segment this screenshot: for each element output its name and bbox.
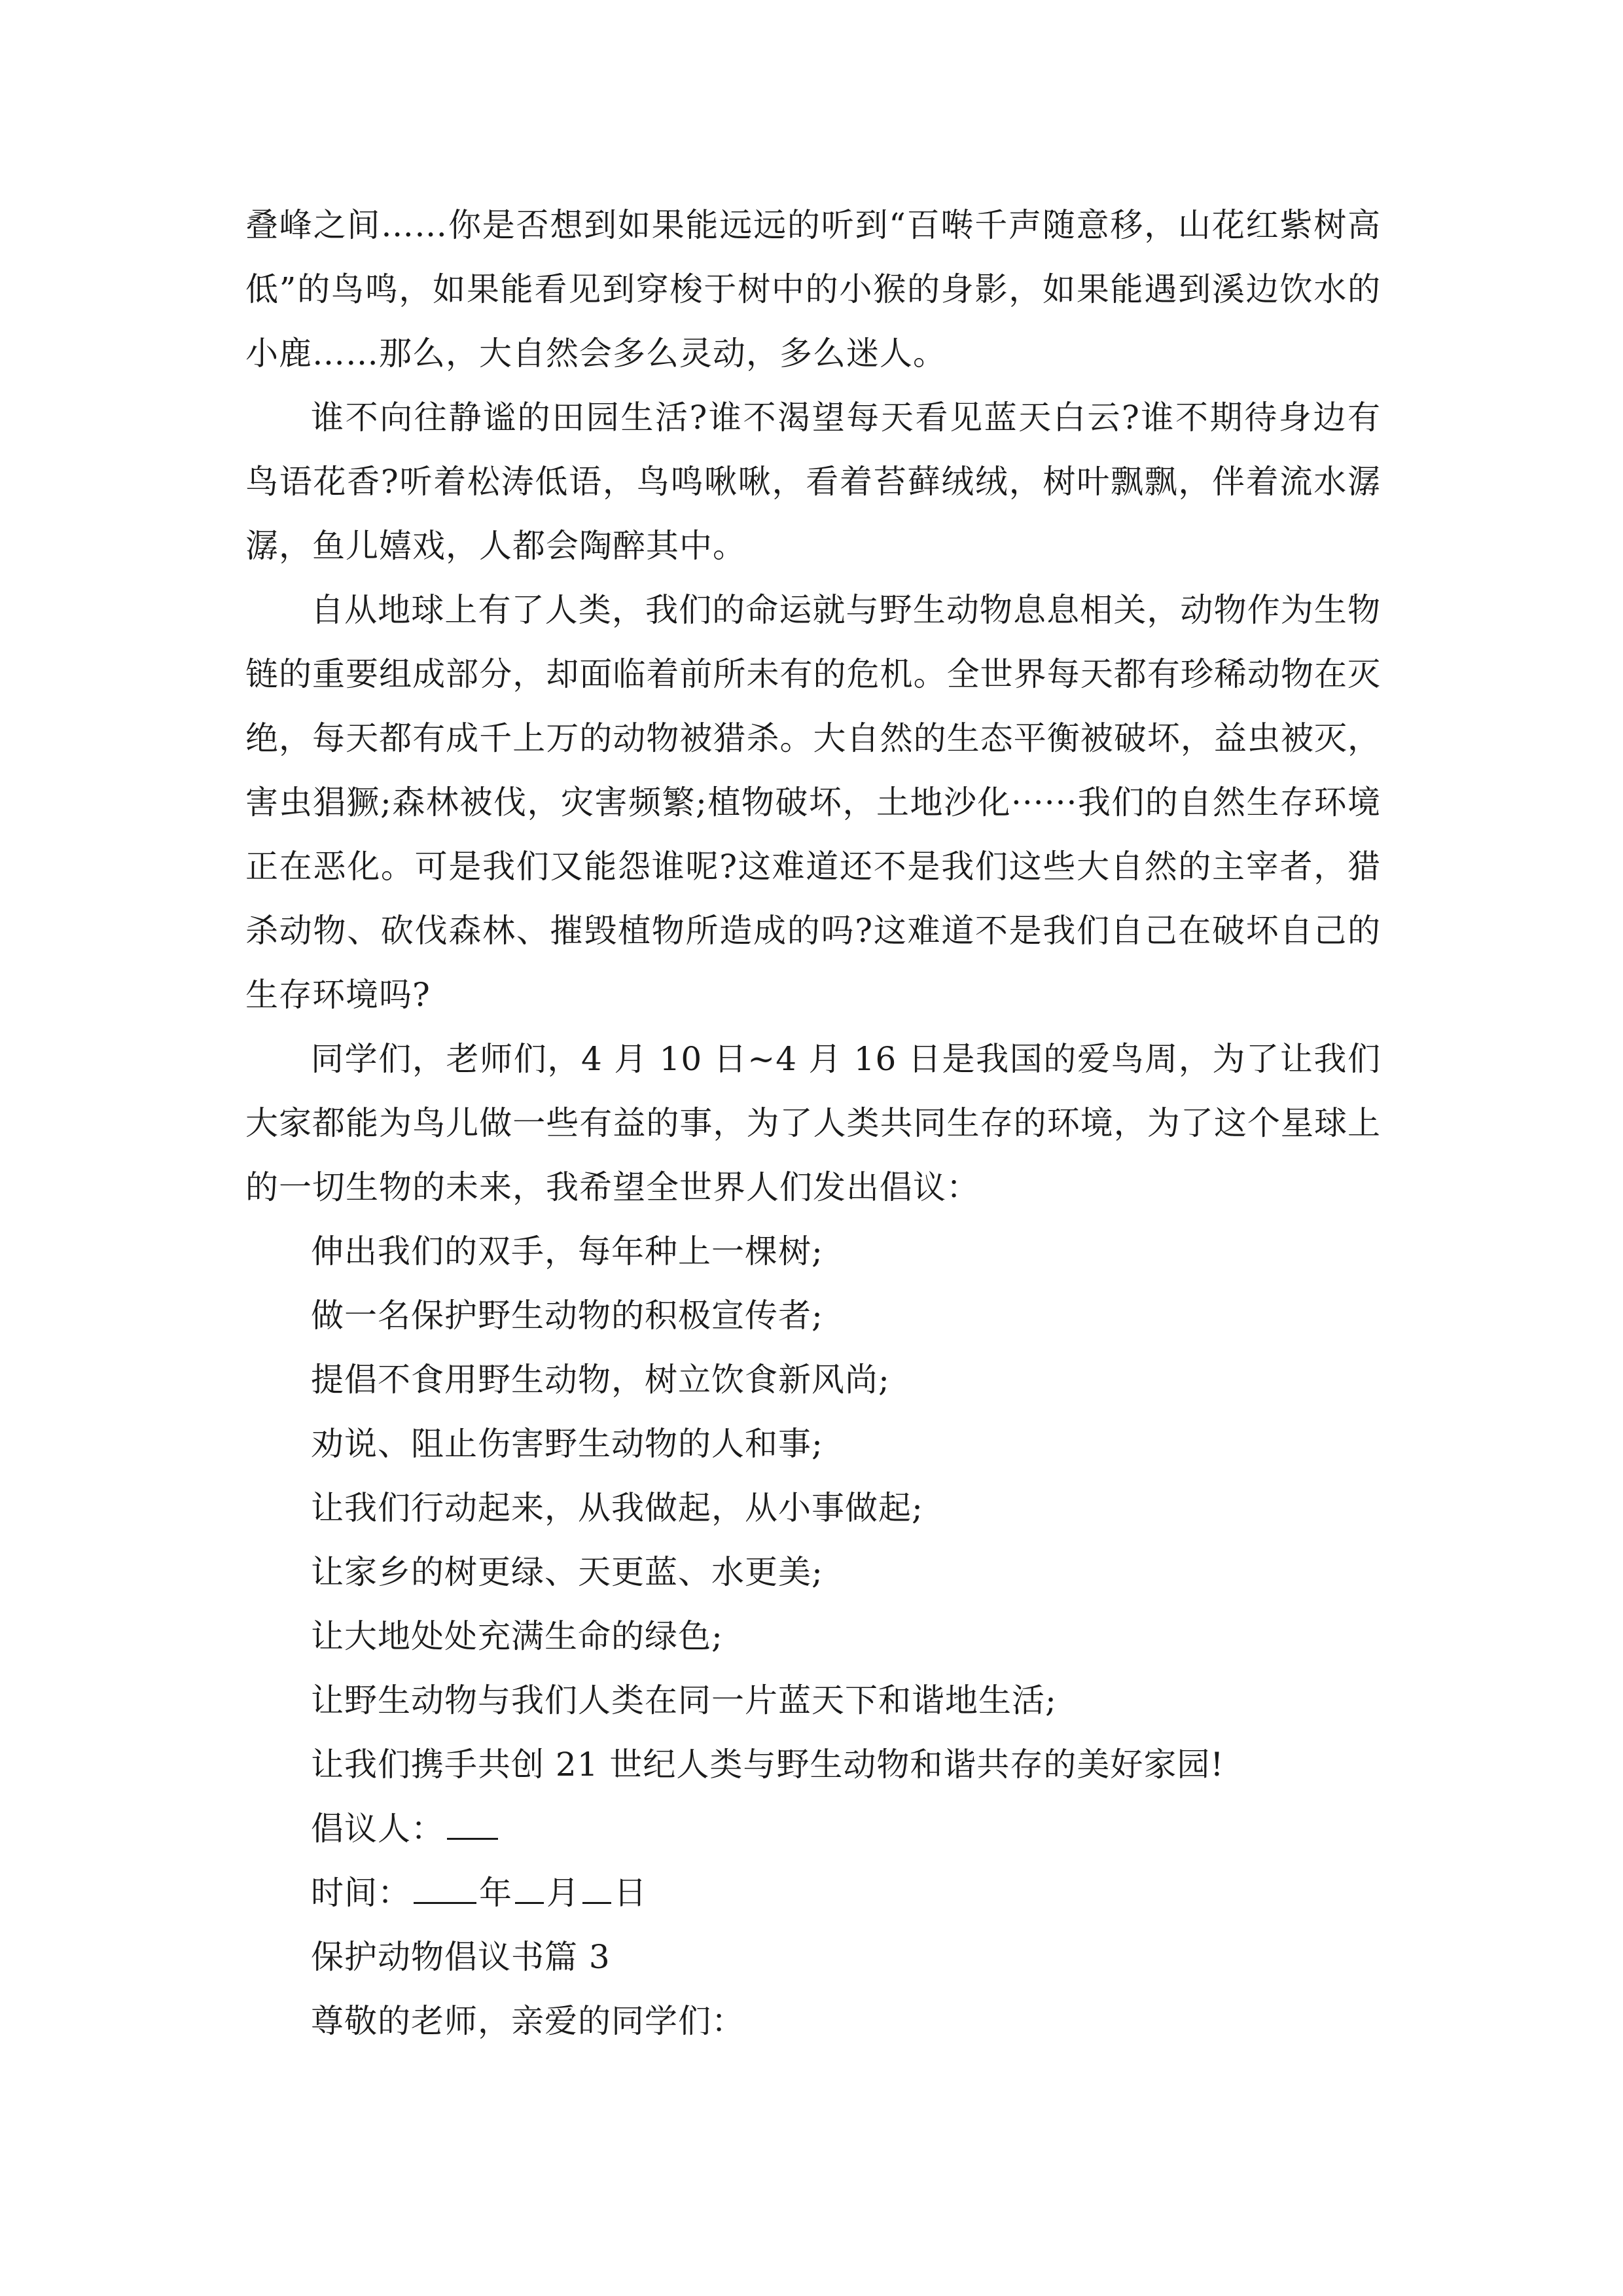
time-label: 时间：: [311, 1874, 411, 1912]
proposal-item: 让大地处处充满生命的绿色;: [311, 1617, 723, 1655]
proposal-item: 让家乡的树更绿、天更蓝、水更美;: [311, 1553, 823, 1591]
proposal-item: 让我们行动起来，从我做起，从小事做起;: [311, 1489, 923, 1527]
paragraph-intro-continuation: 叠峰之间……你是否想到如果能远远的听到“百啭千声随意移，山花红紫树高低”的鸟鸣，如果能看见到穿梭于树中的小猴的身影，如果能遇到溪边饮水的小鹿……那么，大自然会多么灵动，多么迷人。: [245, 206, 1381, 372]
month-unit: 月: [546, 1874, 580, 1912]
paragraph-bird-week: 同学们，老师们，4 月 10 日~4 月 16 日是我国的爱鸟周，为了让我们大家都能为鸟儿做一些有益的事，为了人类共同生存的环境，为了这个星球上的一切生物的未来，我希望全世界人们发出倡议：: [245, 1040, 1381, 1206]
time-line: [245, 1861, 1381, 1925]
proposal-item: 让我们携手共创 21 世纪人类与野生动物和谐共存的美好家园!: [311, 1746, 1224, 1784]
year-blank: [414, 1873, 476, 1904]
day-blank: [582, 1873, 611, 1904]
proposal-item: 提倡不食用野生动物，树立饮食新风尚;: [311, 1361, 890, 1399]
paragraph-pastoral-life: 谁不向往静谧的田园生活?谁不渴望每天看见蓝天白云?谁不期待身边有鸟语花香?听着松涛低语，鸟鸣啾啾，看着苔藓绒绒，树叶飘飘，伴着流水潺潺，鱼儿嬉戏，人都会陶醉其中。: [245, 399, 1381, 565]
document-body: [245, 193, 1381, 2053]
proposal-item: 让野生动物与我们人类在同一片蓝天下和谐地生活;: [311, 1681, 1057, 1719]
proposer-line: [245, 1797, 1381, 1861]
salutation: 尊敬的老师，亲爱的同学们：: [311, 2002, 745, 2040]
proposal-item: 做一名保护野生动物的积极宣传者;: [311, 1297, 823, 1335]
section-title: 保护动物倡议书篇 3: [311, 1938, 611, 1976]
proposer-label: 倡议人：: [311, 1810, 444, 1848]
paragraph-wildlife-crisis: 自从地球上有了人类，我们的命运就与野生动物息息相关，动物作为生物链的重要组成部分，却面临着前所未有的危机。全世界每天都有珍稀动物在灭绝，每天都有成千上万的动物被猎杀。大自然的生态平衡被破坏，益虫被灭，害虫猖獗;森林被伐，灾害频繁;植物破坏，土地沙化······我们的自然生存环境正在恶化。可是我们又能怨谁呢?这难道还不是我们这些大自然的主宰者，猎杀动物、砍伐森林、摧毁植物所造成的吗?这难道不是我们自己在破坏自己的生存环境吗?: [245, 591, 1381, 1014]
year-unit: 年: [479, 1874, 512, 1912]
proposer-blank: [447, 1809, 498, 1840]
proposal-item: 伸出我们的双手，每年种上一棵树;: [311, 1232, 823, 1270]
proposal-item: 劝说、阻止伤害野生动物的人和事;: [311, 1425, 823, 1463]
day-unit: 日: [614, 1874, 647, 1912]
month-blank: [515, 1873, 544, 1904]
